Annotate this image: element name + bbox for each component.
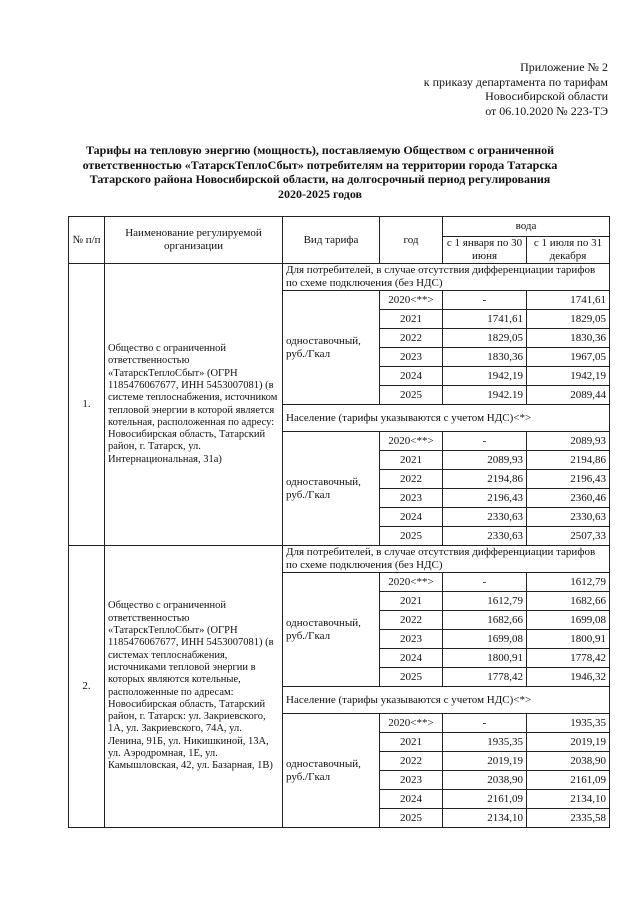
year-cell: 2020<**> (380, 573, 443, 592)
year-cell: 2024 (380, 649, 443, 668)
value-h1: - (443, 573, 527, 592)
appendix-line: к приказу департамента по тарифам (423, 74, 608, 89)
value-h2: 2019,19 (527, 733, 610, 752)
value-h2: 2360,46 (527, 489, 610, 508)
appendix-line: Новосибирской области (485, 89, 608, 103)
tariff-type: одноставочный, руб./Гкал (283, 714, 380, 828)
header-period-1: с 1 января по 30 июня (443, 237, 527, 264)
value-h1: 1800,91 (443, 649, 527, 668)
value-h1: 1830,36 (443, 348, 527, 367)
year-cell: 2025 (380, 809, 443, 828)
value-h2: 2134,10 (527, 790, 610, 809)
year-cell: 2023 (380, 630, 443, 649)
year-cell: 2021 (380, 733, 443, 752)
value-h2: 1741,61 (527, 291, 610, 310)
year-cell: 2025 (380, 386, 443, 405)
value-h1: - (443, 714, 527, 733)
value-h2: 1778,42 (527, 649, 610, 668)
year-cell: 2025 (380, 527, 443, 546)
value-h2: 2161,09 (527, 771, 610, 790)
year-cell: 2020<**> (380, 432, 443, 451)
value-h2: 2330,63 (527, 508, 610, 527)
value-h1: 1935,35 (443, 733, 527, 752)
header-tariff-type: Вид тарифа (283, 217, 380, 264)
value-h1: 2134,10 (443, 809, 527, 828)
year-cell: 2023 (380, 348, 443, 367)
value-h1: 1699,08 (443, 630, 527, 649)
value-h2: 1967,05 (527, 348, 610, 367)
year-cell: 2022 (380, 470, 443, 489)
value-h1: 2330,63 (443, 527, 527, 546)
year-cell: 2022 (380, 329, 443, 348)
org-number: 1. (69, 264, 105, 546)
tariff-type: одноставочный, руб./Гкал (283, 573, 380, 687)
org-number: 2. (69, 546, 105, 828)
value-h1: 2194,86 (443, 470, 527, 489)
value-h1: 2089,93 (443, 451, 527, 470)
value-h1: 1829,05 (443, 329, 527, 348)
year-cell: 2022 (380, 752, 443, 771)
value-h1: 1682,66 (443, 611, 527, 630)
value-h1: 2330,63 (443, 508, 527, 527)
year-cell: 2020<**> (380, 291, 443, 310)
tariff-table (68, 216, 610, 828)
category-label: Для потребителей, в случае отсутствия дифференциации тарифов по схеме подключения (без НДС) (283, 546, 610, 573)
value-h1: 2019,19 (443, 752, 527, 771)
value-h2: 1829,05 (527, 310, 610, 329)
value-h1: - (443, 432, 527, 451)
value-h1: 1778,42 (443, 668, 527, 687)
category-label: Население (тарифы указываются с учетом НДС)<*> (283, 405, 610, 432)
value-h2: 2507,33 (527, 527, 610, 546)
category-label: Население (тарифы указываются с учетом НДС)<*> (283, 687, 610, 714)
value-h1: 1741,61 (443, 310, 527, 329)
value-h2: 2335,58 (527, 809, 610, 828)
value-h2: 2194,86 (527, 451, 610, 470)
appendix-line: Приложение № 2 (520, 60, 608, 74)
tariff-type: одноставочный, руб./Гкал (283, 432, 380, 546)
year-cell: 2021 (380, 592, 443, 611)
year-cell: 2023 (380, 771, 443, 790)
year-cell: 2024 (380, 508, 443, 527)
year-cell: 2024 (380, 367, 443, 386)
header-water: вода (443, 217, 610, 237)
value-h1: 2196,43 (443, 489, 527, 508)
document-title (80, 143, 560, 201)
value-h2: 1800,91 (527, 630, 610, 649)
category-label: Для потребителей, в случае отсутствия дифференциации тарифов по схеме подключения (без НДС) (283, 264, 610, 291)
value-h2: 1830,36 (527, 329, 610, 348)
value-h2: 2038,90 (527, 752, 610, 771)
value-h2: 2196,43 (527, 470, 610, 489)
value-h1: 1612,79 (443, 592, 527, 611)
value-h2: 1942,19 (527, 367, 610, 386)
header-year: год (380, 217, 443, 264)
value-h1: 2161,09 (443, 790, 527, 809)
org-name: Общество с ограниченной ответственностью «ТатарскТеплоСбыт» (ОГРН 1185476067677, ИНН 5453007081) (в системе теплоснабжения, источником тепловой энергии в которой является котельная, расположенная по адресу: Новосибирская область, Татарский район, г. Татарск, ул. Интернациональная, 31а) (105, 264, 283, 546)
value-h2: 1935,35 (527, 714, 610, 733)
header-num: № п/п (69, 217, 105, 264)
year-cell: 2020<**> (380, 714, 443, 733)
year-cell: 2025 (380, 668, 443, 687)
value-h2: 1699,08 (527, 611, 610, 630)
title-line: 2020-2025 годов (277, 186, 363, 201)
value-h2: 1612,79 (527, 573, 610, 592)
org-name: Общество с ограниченной ответственностью «ТатарскТеплоСбыт» (ОГРН 1185476067677, ИНН 5453007081) (в системах теплоснабжения, источниками тепловой энергии в которых являются котельные, расположенные по адресам: Новосибирская область, Татарский район, г. Татарск: ул. Закриевского, 1А, ул. Закриевского, 74А, ул. Ленина, 91Б, ул. Никишкиной, 13А, ул. Аэродромная, 1Е, ул. Камышловская, 42, ул. Базарная, 1В) (105, 546, 283, 828)
appendix-header (424, 60, 608, 118)
value-h2: 1946,32 (527, 668, 610, 687)
value-h1: 2038,90 (443, 771, 527, 790)
value-h1: 1942.19 (443, 386, 527, 405)
value-h2: 1682,66 (527, 592, 610, 611)
header-org: Наименование регулируемой организации (105, 217, 283, 264)
tariff-type: одноставочный, руб./Гкал (283, 291, 380, 405)
year-cell: 2021 (380, 310, 443, 329)
title-line: Татарского района Новосибирской области, на долгосрочный период регулирования (89, 172, 551, 186)
year-cell: 2022 (380, 611, 443, 630)
value-h1: 1942,19 (443, 367, 527, 386)
value-h2: 2089,44 (527, 386, 610, 405)
year-cell: 2021 (380, 451, 443, 470)
header-period-2: с 1 июля по 31 декабря (527, 237, 610, 264)
year-cell: 2023 (380, 489, 443, 508)
value-h1: - (443, 291, 527, 310)
appendix-line: от 06.10.2020 № 223-ТЭ (485, 103, 608, 118)
title-line: Тарифы на тепловую энергию (мощность), поставляемую Обществом с ограниченной (85, 143, 555, 157)
title-line: ответственностью «ТатарскТеплоСбыт» потребителям на территории города Татарска (82, 157, 558, 172)
year-cell: 2024 (380, 790, 443, 809)
value-h2: 2089,93 (527, 432, 610, 451)
